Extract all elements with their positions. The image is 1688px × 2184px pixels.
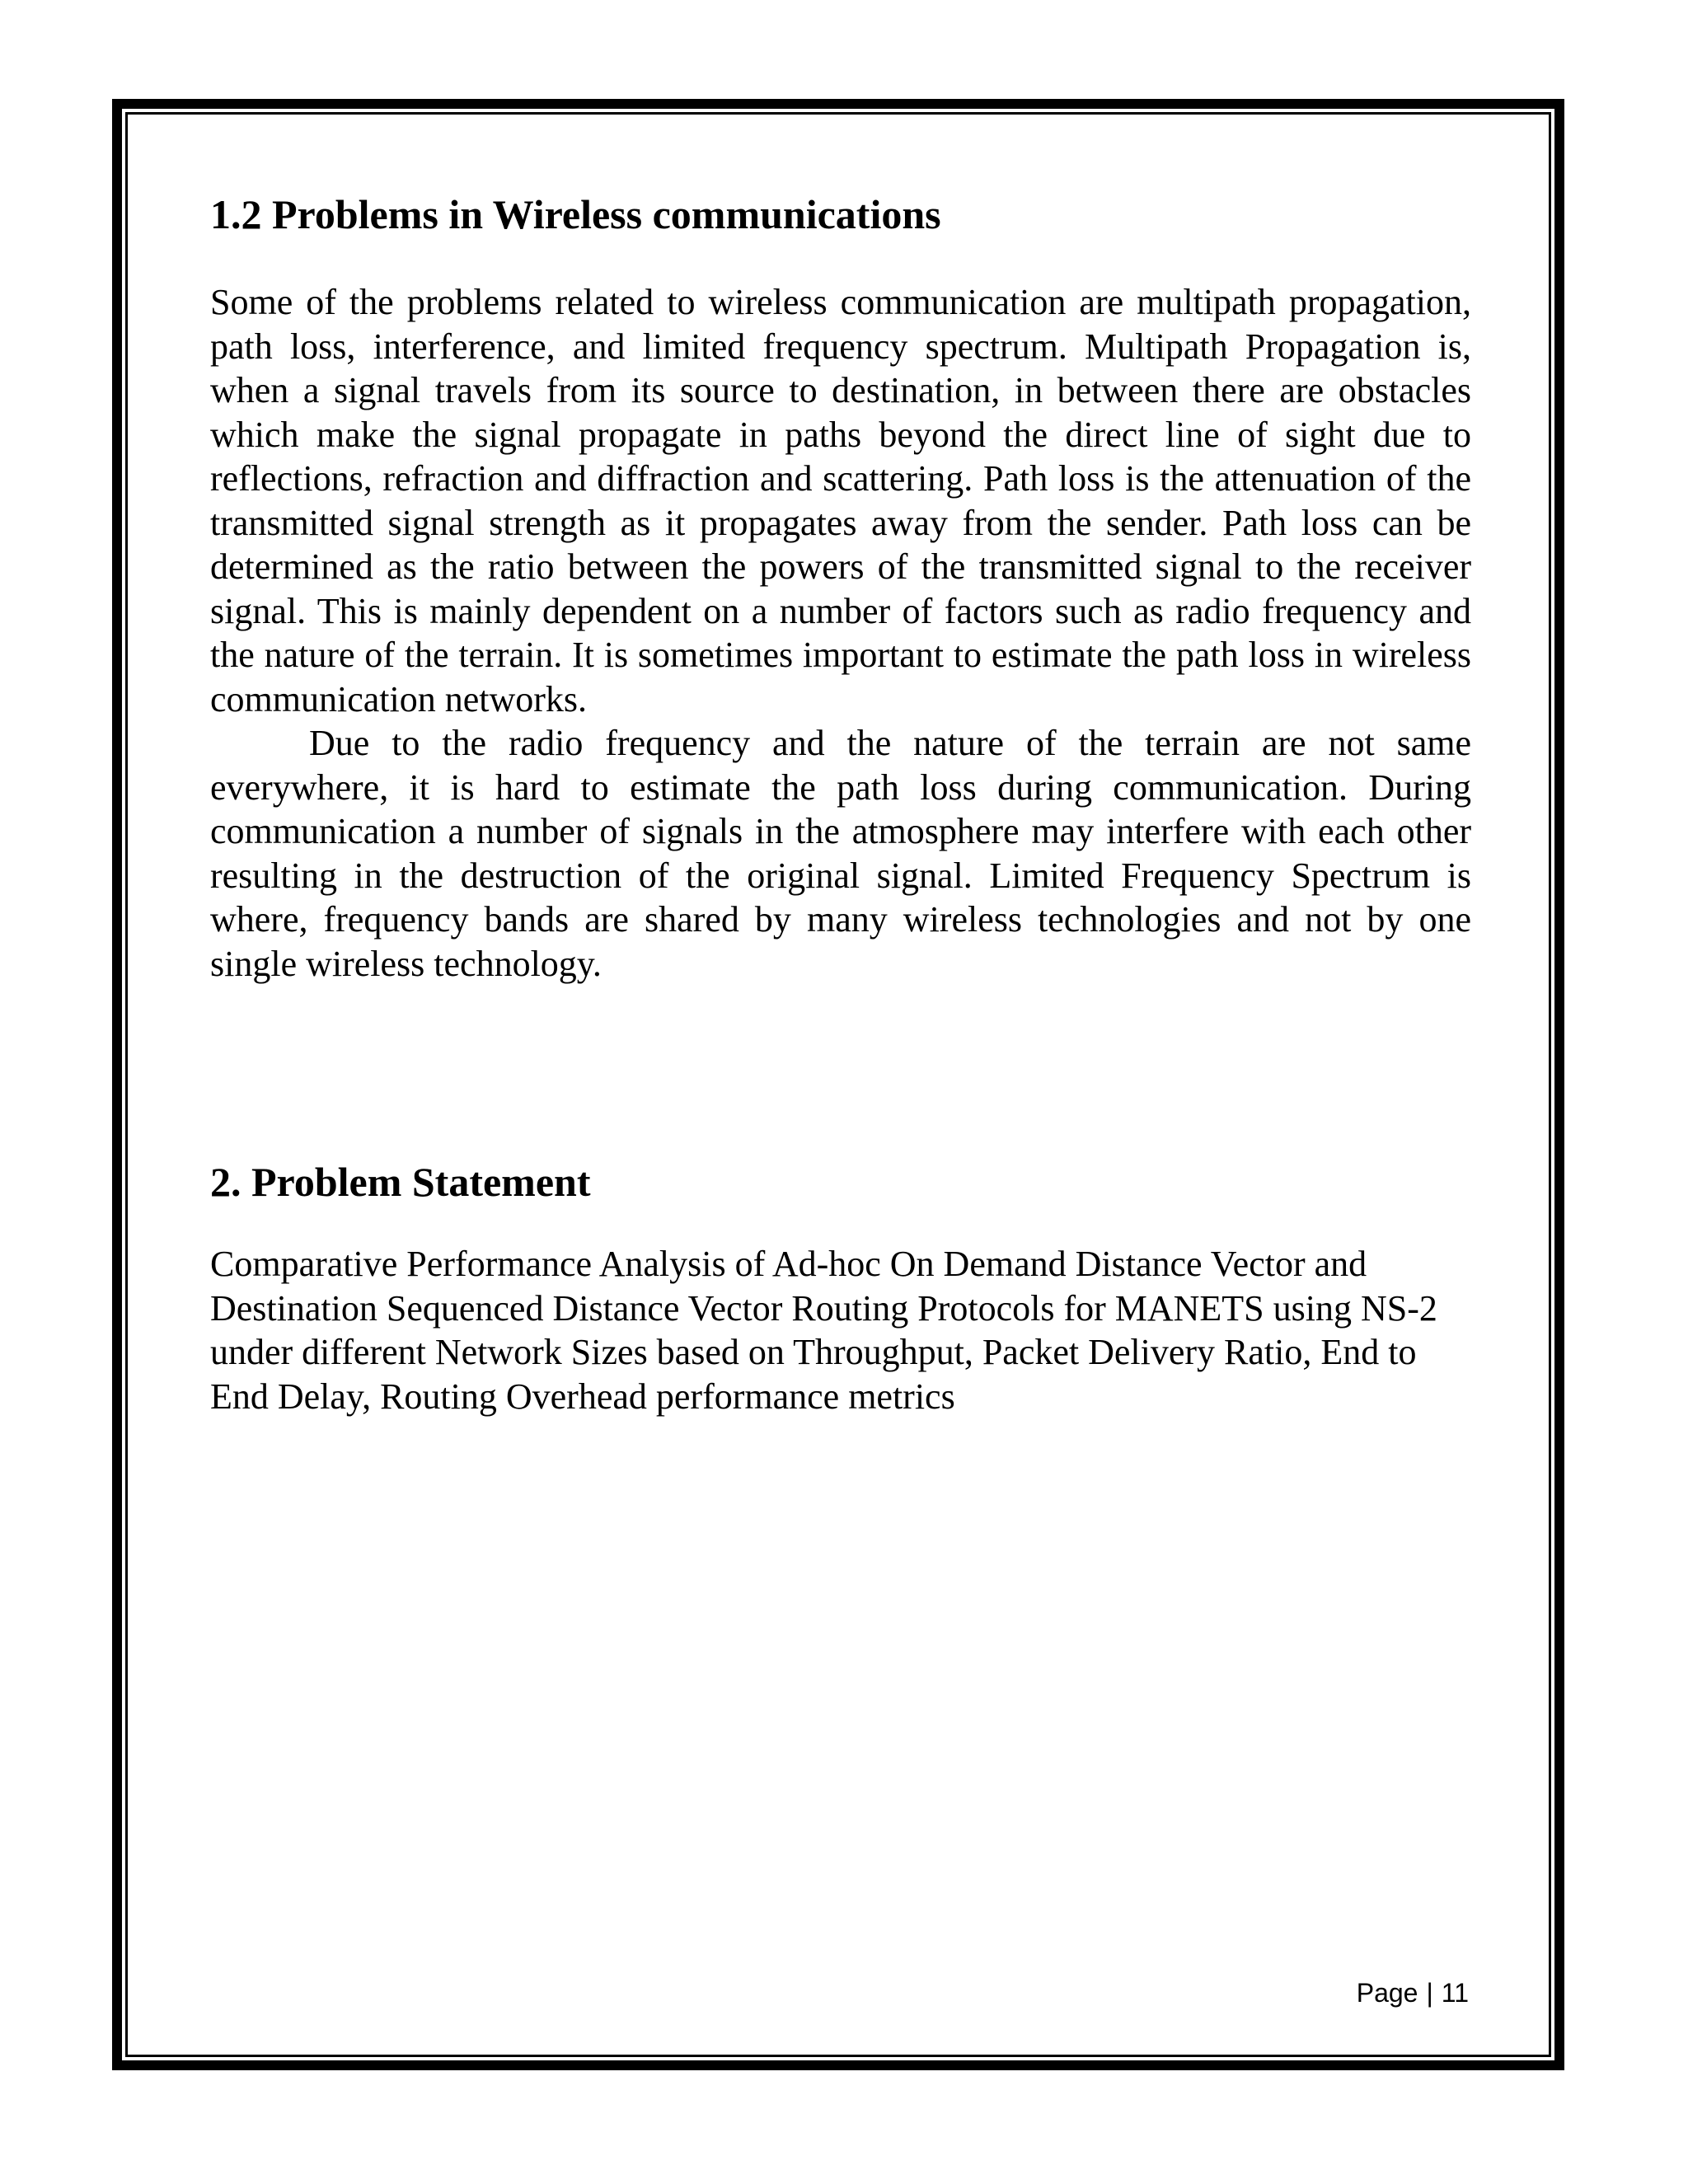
problems-paragraph-2: Due to the radio frequency and the nature of the terrain are not same everywhere, it is hard to estimate the path loss during communication. During communication a number of signals in the atmosphere may interfere with each other resulting in the destruction of the original signal. Limited Frequency Spectrum is where, frequency bands are shared by many wireless technologies and not by one single wireless technology. — [210, 723, 1471, 984]
page-number: 11 — [1441, 1978, 1469, 2008]
page-label: Page — [1356, 1978, 1418, 2008]
page-separator: | — [1426, 1978, 1433, 2008]
section-heading-problem-statement: 2. Problem Statement — [210, 1159, 591, 1205]
page-content — [210, 190, 1471, 1418]
page-footer — [1357, 1978, 1469, 2008]
section-heading-problems-wireless: 1.2 Problems in Wireless communications — [210, 191, 941, 237]
problems-paragraph-1: Some of the problems related to wireless communication are multipath propagation, path loss, interference, and limited frequency spectrum. Multipath Propagation is, when a signal travels from its source to destination, in between there are obstacles which make the signal propagate in paths beyond the direct line of sight due to reflections, refraction and diffraction and scattering. Path loss is the attenuation of the transmitted signal strength as it propagates away from the sender. Path loss can be determined as the ratio between the powers of the transmitted signal to the receiver signal. This is mainly dependent on a number of factors such as radio frequency and the nature of the terrain. It is sometimes important to estimate the path loss in wireless communication networks. — [210, 282, 1471, 719]
problem-statement-paragraph: Comparative Performance Analysis of Ad-hoc On Demand Distance Vector and Destination Sequenced Distance Vector Routing Protocols for MANETS using NS-2 under different Network Sizes based on Throughput, Packet Delivery Ratio, End to End Delay, Routing Overhead performance metrics — [210, 1244, 1437, 1417]
